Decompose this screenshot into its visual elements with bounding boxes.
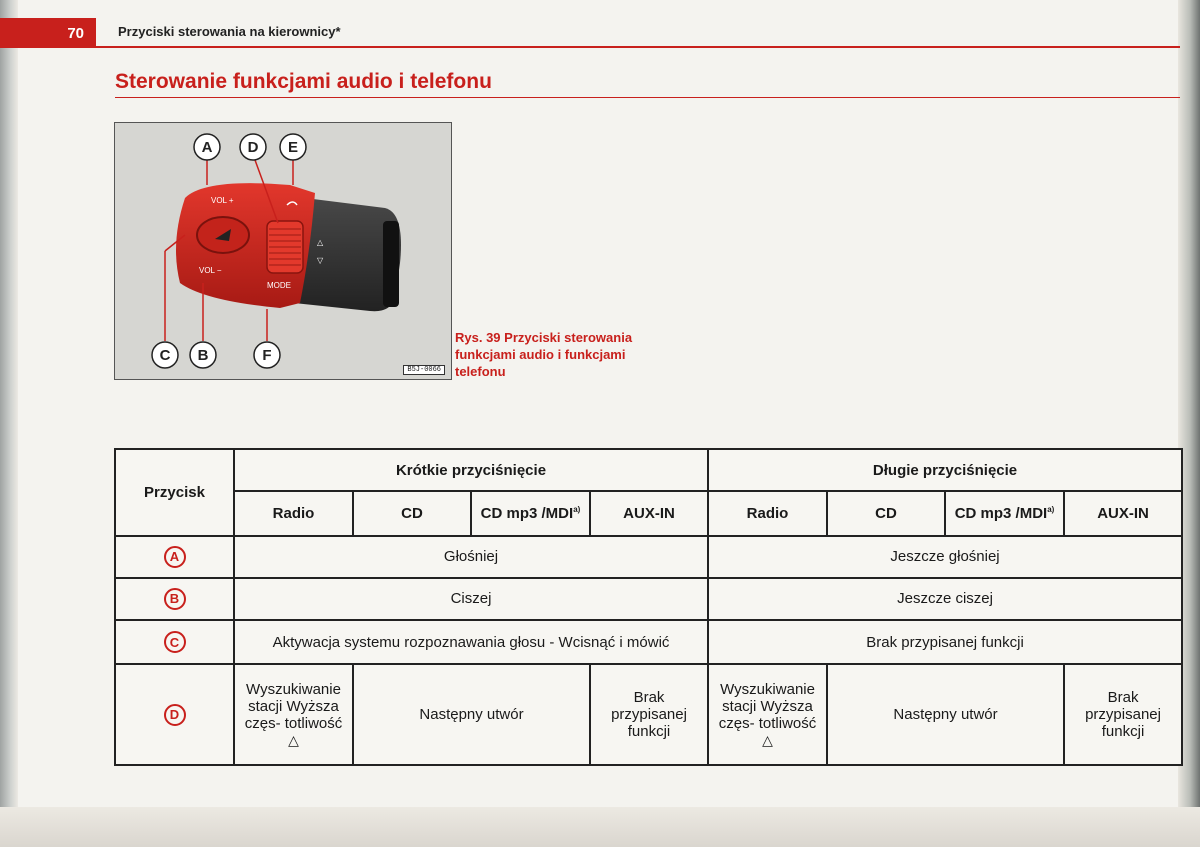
long-press-cell: Jeszcze ciszej <box>708 578 1182 620</box>
table-row <box>115 620 1182 664</box>
title-rule <box>115 97 1180 98</box>
long-radio-cell: Wyszukiwanie stacji Wyższa częs- totliwość △ <box>708 664 827 765</box>
header-long-press: Długie przyciśnięcie <box>708 449 1182 491</box>
subheader-cd-mp3-long: CD mp3 /MDI$^{a)}$ <box>945 491 1064 535</box>
running-head: Przyciski sterowania na kierownicy* <box>118 24 341 39</box>
figure-caption: Rys. 39 Przyciski sterowania funkcjami audio i funkcjami telefonu <box>455 330 633 379</box>
subheader-radio: Radio <box>234 491 353 535</box>
table-row <box>115 536 1182 578</box>
page-bottom-shadow <box>0 807 1200 847</box>
section-title: Sterowanie funkcjami audio i telefonu <box>115 70 492 93</box>
steering-stalk-figure <box>114 122 452 380</box>
header-short-press: Krótkie przyciśnięcie <box>234 449 708 491</box>
page-edge-left <box>0 0 18 847</box>
svg-text:B: B <box>197 347 209 364</box>
short-press-cell: Aktywacja systemu rozpoznawania głosu - Wcisnąć i mówić <box>234 620 708 664</box>
long-press-cell: Brak przypisanej funkcji <box>708 620 1182 664</box>
short-radio-cell: Wyszukiwanie stacji Wyższa częs- totliwość △ <box>234 664 353 765</box>
header-przycisk: Przycisk <box>115 449 234 536</box>
svg-text:▽: ▽ <box>317 256 324 265</box>
svg-text:VOL +: VOL + <box>211 196 234 205</box>
button-cell <box>115 664 234 765</box>
svg-text:C: C <box>159 347 171 364</box>
function-table <box>114 448 1183 766</box>
subheader-cd-mp3: CD mp3 /MDI$^{a)}$ <box>471 491 590 535</box>
svg-text:VOL −: VOL − <box>199 266 222 275</box>
long-press-cell: Jeszcze głośniej <box>708 536 1182 578</box>
svg-text:E: E <box>287 139 299 156</box>
svg-text:MODE: MODE <box>267 281 291 290</box>
button-badge: D <box>164 704 186 726</box>
short-press-cell: Ciszej <box>234 578 708 620</box>
subheader-cd: CD <box>353 491 471 535</box>
page-number: 70 <box>0 18 96 48</box>
button-badge: A <box>164 546 186 568</box>
button-cell <box>115 620 234 664</box>
button-badge: C <box>164 631 186 653</box>
svg-text:D: D <box>247 139 259 156</box>
subheader-aux-in: AUX-IN <box>590 491 708 535</box>
figure-code: B5J-0066 <box>403 365 445 375</box>
up-triangle-icon: △ <box>762 731 773 748</box>
long-aux-cell: Brak przypisanej funkcji <box>1064 664 1182 765</box>
svg-text:F: F <box>262 347 272 364</box>
subheader-aux-in-long: AUX-IN <box>1064 491 1182 535</box>
svg-text:△: △ <box>317 238 324 247</box>
short-aux-cell: Brak przypisanej funkcji <box>590 664 708 765</box>
stalk-illustration <box>115 123 451 379</box>
up-triangle-icon: △ <box>288 731 299 748</box>
button-badge: B <box>164 588 186 610</box>
button-cell <box>115 578 234 620</box>
subheader-cd-long: CD <box>827 491 945 535</box>
button-cell <box>115 536 234 578</box>
short-cd-cell: Następny utwór <box>353 664 590 765</box>
table-row <box>115 664 1182 765</box>
table-row <box>115 578 1182 620</box>
subheader-radio-long: Radio <box>708 491 827 535</box>
long-cd-cell: Następny utwór <box>827 664 1064 765</box>
short-press-cell: Głośniej <box>234 536 708 578</box>
svg-text:A: A <box>201 139 213 156</box>
